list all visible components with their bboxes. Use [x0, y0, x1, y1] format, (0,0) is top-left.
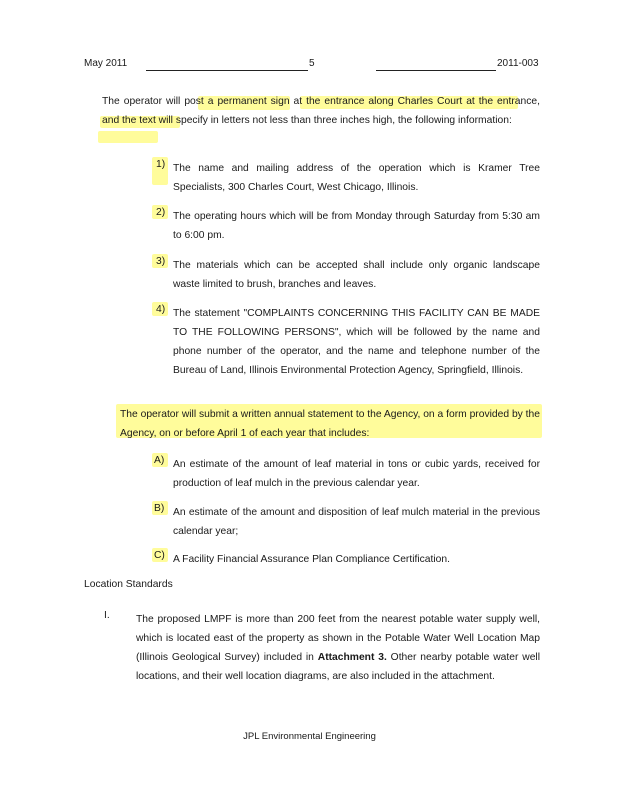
highlight-mark: [98, 131, 158, 143]
annual-paragraph: The operator will submit a written annual statement to the Agency, on a form provided by the Agency, on or before April 1 of each year that includes:: [120, 409, 540, 439]
sign-item-text: The operating hours which will be from Monday through Saturday from 5:30 am to 6:00 pm.: [173, 211, 540, 241]
sign-item-number: 1): [156, 159, 166, 170]
header-page-number: 5: [309, 58, 315, 69]
intro-paragraph: The operator will post a permanent sign at the entrance along Charles Court at the entrance, and the text will specify in letters not less than three inches high, the following information:: [102, 96, 540, 126]
annual-item-letter: B): [154, 503, 165, 514]
sign-item-number: 3): [156, 256, 166, 267]
header-rule-right: [376, 70, 496, 71]
section-title: Location Standards: [84, 579, 173, 590]
header-date: May 2011: [84, 58, 128, 69]
sign-item-text: The name and mailing address of the operation which is Kramer Tree Specialists, 300 Charles Court, West Chicago, Illinois.: [173, 163, 540, 193]
header-doc-number: 2011-003: [497, 58, 539, 69]
annual-item-text: A Facility Financial Assurance Plan Compliance Certification.: [173, 554, 450, 565]
sign-item-text: The materials which can be accepted shall include only organic landscape waste limited to brush, branches and leaves.: [173, 260, 540, 290]
location-item-number: I.: [104, 610, 110, 621]
sign-item-text: The statement "COMPLAINTS CONCERNING THIS FACILITY CAN BE MADE TO THE FOLLOWING PERSONS", which will be followed by the name and phone number of the operator, and the name and telephone number of the Bureau of Land, Illinois Environmental Protection Agency, Springfield, Illinois.: [173, 308, 540, 376]
annual-item-letter: A): [154, 455, 165, 466]
location-text-before: The proposed LMPF is more than 200 feet from the nearest potable water supply well, which is located east of the property as shown in the Potable Water Well Location Map (Illinois Geological Survey) included in: [136, 614, 540, 663]
annual-item-letter: C): [154, 550, 165, 561]
page-footer: JPL Environmental Engineering: [243, 731, 376, 742]
header-rule-left: [146, 70, 308, 71]
annual-item-text: An estimate of the amount and disposition of leaf mulch material in the previous calendar year;: [173, 507, 540, 537]
attachment-reference: Attachment 3.: [317, 652, 387, 663]
location-text-after: Other nearby potable water well locations, and their well location diagrams, are also included in the attachment.: [136, 652, 540, 682]
annual-item-text: An estimate of the amount of leaf material in tons or cubic yards, received for production of leaf mulch in the previous calendar year.: [173, 459, 540, 489]
sign-item-number: 2): [156, 207, 166, 218]
location-item-text: [136, 610, 540, 686]
sign-item-number: 4): [156, 304, 166, 315]
